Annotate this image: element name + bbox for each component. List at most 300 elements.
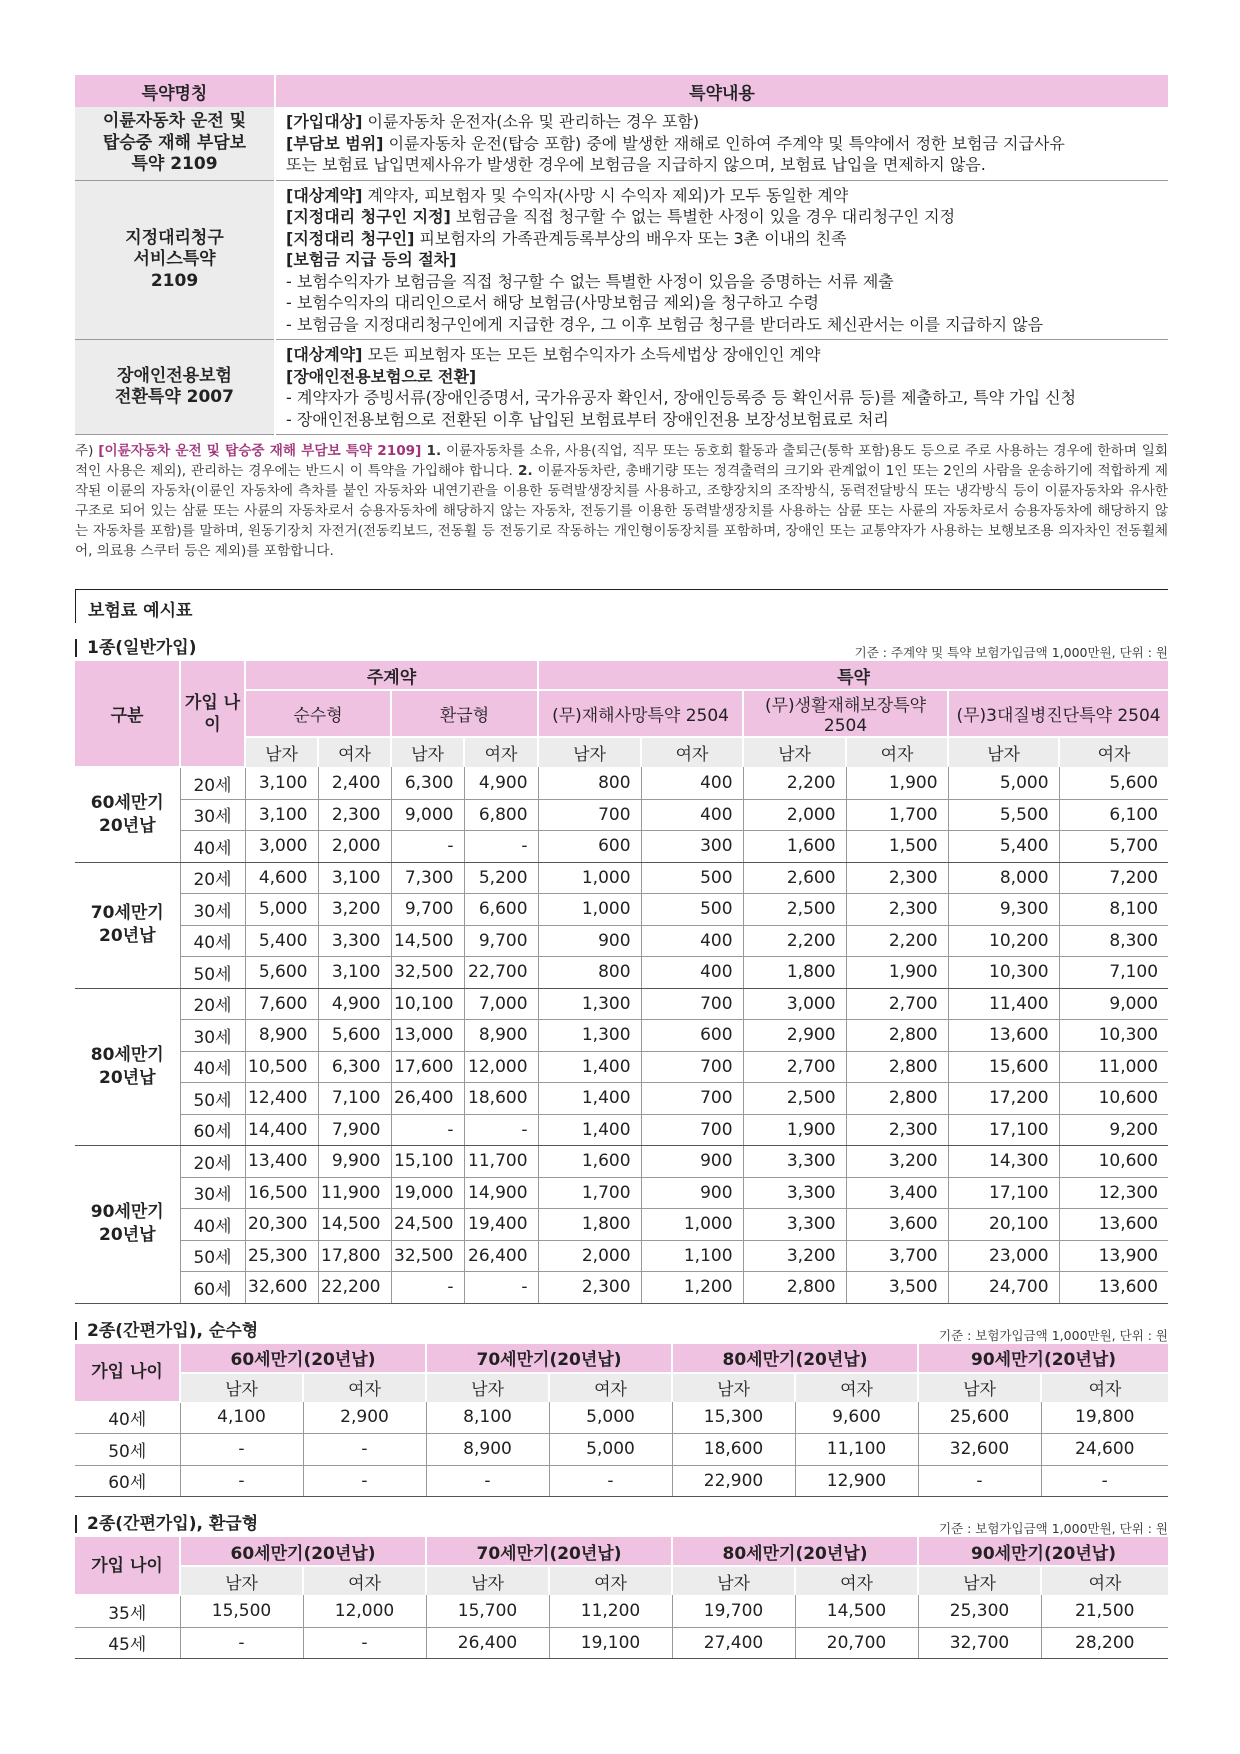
table-row <box>75 767 1168 799</box>
footnote: 주) [이륜자동차 운전 및 탑승중 재해 부담보 특약 2109] 1. 이륜자동차를 소유, 사용(직업, 직무 또는 동호회 활동과 출퇴근(통학 포함)용도 등으로 주로 사용하는 경우에 한하며 일회적인 사용은 제외), 관리하는 경우에는 반드시 이 특약을 가입해야 합니다. 2. 이륜자동차란, 총배기량 또는 정격출력의 크기와 관계없이 1인 또는 2인의 사람을 운송하기에 적합하게 제작된 이륜의 자동차(이륜인 자동차에 측차를 붙인 자동차와 내연기관을 이용한 동력발생장치를 사용하고, 조향장치의 조작방식, 동력전달방식 또는 냉각방식 등이 이륜자동차와 유사한 구조로 되어 있는 삼륜 또는 사륜의 자동차로서 승용자동차에 해당하지 않는 자동차, 전동기를 이용한 동력발생장치를 사용하는 삼륜 또는 사륜의 자동차로서 승용자동차에 해당하지 않는 자동차를 포함)를 말하며, 원동기장치 자전거(전동킥보드, 전동휠 등 전동기로 작동하는 개인형이동장치를 포함하며, 장애인 또는 교통약자가 사용하는 보행보조용 의자차인 전동휠체어, 의료용 스쿠터 등은 제외)를 포함합니다. <box>75 443 1168 559</box>
t1-value-cell: 9,000 <box>391 799 464 831</box>
t1-value-cell: - <box>391 1272 464 1304</box>
t1-value-cell: 2,500 <box>743 1083 846 1115</box>
t1-sex-header: 여자 <box>846 737 948 767</box>
table2-value-cell: 19,800 <box>1041 1402 1168 1434</box>
t1-value-cell: 20,100 <box>948 1209 1059 1241</box>
t1-value-cell: 7,600 <box>245 988 318 1020</box>
t1-value-cell: 2,900 <box>743 1020 846 1052</box>
table2-term-header: 60세만기(20년납) <box>180 1344 426 1373</box>
t1-value-cell: 2,200 <box>743 925 846 957</box>
table2-value-cell: 5,000 <box>549 1434 672 1466</box>
t1-value-cell: 23,000 <box>948 1240 1059 1272</box>
table3-sex-header: 여자 <box>303 1566 426 1595</box>
t1-value-cell: 1,100 <box>641 1240 743 1272</box>
t1-value-cell: 7,300 <box>391 862 464 894</box>
t1-group-label-line: 80세만기 <box>90 1044 164 1065</box>
table-row <box>75 799 1168 831</box>
t1-age-cell: 60세 <box>180 1114 245 1146</box>
t1-value-cell: 9,200 <box>1059 1114 1168 1146</box>
table-row <box>75 1146 1168 1178</box>
t1-value-cell: 8,300 <box>1059 925 1168 957</box>
t1-value-cell: 9,300 <box>948 894 1059 926</box>
t1-value-cell: 11,000 <box>1059 1051 1168 1083</box>
table3-term-header: 90세만기(20년납) <box>918 1537 1168 1566</box>
table3-value-cell: 27,400 <box>672 1627 795 1659</box>
t1-sex-header: 남자 <box>538 737 641 767</box>
t1-sex-header: 여자 <box>1059 737 1168 767</box>
t1-value-cell: 11,900 <box>318 1177 391 1209</box>
table2-sex-header: 여자 <box>1041 1373 1168 1402</box>
t1-age-cell: 60세 <box>180 1272 245 1304</box>
rider-name-line: 이륜자동차 운전 및 <box>102 111 247 131</box>
t1-subheader: (무)재해사망특약 2504 <box>538 690 743 737</box>
table3-sex-header: 여자 <box>549 1566 672 1595</box>
t1-value-cell: 4,600 <box>245 862 318 894</box>
t1-value-cell: 1,900 <box>846 957 948 989</box>
t1-value-cell: 12,300 <box>1059 1177 1168 1209</box>
table3-value-cell: 12,000 <box>303 1595 426 1627</box>
table3-value-cell: 19,700 <box>672 1595 795 1627</box>
table-row <box>75 1465 1168 1497</box>
table-row <box>75 862 1168 894</box>
table3-sex-header: 남자 <box>918 1566 1041 1595</box>
t1-value-cell: 24,500 <box>391 1209 464 1241</box>
t1-value-cell: 2,700 <box>846 988 948 1020</box>
table3-term-header: 70세만기(20년납) <box>426 1537 672 1566</box>
t1-value-cell: 3,100 <box>245 799 318 831</box>
t1-age-cell: 50세 <box>180 957 245 989</box>
table2-value-cell: 8,900 <box>426 1434 549 1466</box>
table2-value-cell: - <box>918 1465 1041 1497</box>
t1-value-cell: 300 <box>641 831 743 863</box>
t1-value-cell: 17,200 <box>948 1083 1059 1115</box>
t1-value-cell: 11,700 <box>464 1146 538 1178</box>
t1-value-cell: 15,100 <box>391 1146 464 1178</box>
table2-sex-header: 남자 <box>426 1373 549 1402</box>
t1-value-cell: 2,300 <box>846 1114 948 1146</box>
rider-name <box>75 107 275 180</box>
t1-header-gubun: 구분 <box>75 661 180 767</box>
table3-sex-header: 남자 <box>180 1566 303 1595</box>
rider-content <box>275 180 1168 340</box>
table2-title: 2종(간편가입), 순수형 <box>75 1322 258 1340</box>
t1-subheader: (무)생활재해보장특약 2504 <box>743 690 948 737</box>
rider-content-text: - 계약자가 증빙서류(장애인증명서, 국가유공자 확인서, 장애인등록증 등 확인서류 등)를 제출하고, 특약 가입 신청 <box>286 388 1077 407</box>
table2-value-cell: 4,100 <box>180 1402 303 1434</box>
rider-content-line <box>286 366 1158 388</box>
t1-header-rider: 특약 <box>538 661 1168 690</box>
t1-age-cell: 30세 <box>180 799 245 831</box>
t1-value-cell: 3,200 <box>318 894 391 926</box>
t1-value-cell: 1,800 <box>538 1209 641 1241</box>
t1-value-cell: 2,600 <box>743 862 846 894</box>
t1-value-cell: 13,900 <box>1059 1240 1168 1272</box>
t1-value-cell: 600 <box>641 1020 743 1052</box>
rider-content-text: - 보험수익자가 보험금을 직접 청구할 수 없는 특별한 사정이 있음을 증명하는 서류 제출 <box>286 271 894 291</box>
table2-age-cell: 50세 <box>75 1434 180 1466</box>
t1-value-cell: 22,700 <box>464 957 538 989</box>
t1-value-cell: 7,000 <box>464 988 538 1020</box>
t1-value-cell: 5,200 <box>464 862 538 894</box>
t1-value-cell: 6,300 <box>318 1051 391 1083</box>
t1-value-cell: 5,400 <box>245 925 318 957</box>
t1-value-cell: 14,400 <box>245 1114 318 1146</box>
t1-value-cell: 8,100 <box>1059 894 1168 926</box>
t1-value-cell: 5,600 <box>245 957 318 989</box>
t1-value-cell: 6,800 <box>464 799 538 831</box>
rider-content-line <box>286 344 1158 366</box>
t1-value-cell: 17,600 <box>391 1051 464 1083</box>
table2-value-cell: 15,300 <box>672 1402 795 1434</box>
table3-term-header: 80세만기(20년납) <box>672 1537 918 1566</box>
t1-header-main: 주계약 <box>245 661 538 690</box>
t1-value-cell: 32,500 <box>391 957 464 989</box>
t1-value-cell: 1,500 <box>846 831 948 863</box>
table3-value-cell: - <box>303 1627 426 1659</box>
t1-age-cell: 30세 <box>180 1020 245 1052</box>
t1-value-cell: 9,000 <box>1059 988 1168 1020</box>
page-content <box>75 75 1168 1659</box>
t1-sex-header: 남자 <box>391 737 464 767</box>
t1-value-cell: 4,900 <box>318 988 391 1020</box>
t1-value-cell: - <box>391 831 464 863</box>
table3-value-cell: 14,500 <box>795 1595 918 1627</box>
table2-value-cell: - <box>549 1465 672 1497</box>
rider-content-line <box>286 154 1158 176</box>
t1-value-cell: 6,600 <box>464 894 538 926</box>
t1-value-cell: 18,600 <box>464 1083 538 1115</box>
t1-value-cell: 19,400 <box>464 1209 538 1241</box>
t1-value-cell: 10,600 <box>1059 1083 1168 1115</box>
t1-value-cell: 1,400 <box>538 1114 641 1146</box>
table2-value-cell: 25,600 <box>918 1402 1041 1434</box>
t1-value-cell: 5,000 <box>245 894 318 926</box>
t1-value-cell: 3,700 <box>846 1240 948 1272</box>
t1-value-cell: 1,600 <box>538 1146 641 1178</box>
t1-value-cell: 5,500 <box>948 799 1059 831</box>
t1-value-cell: 900 <box>641 1177 743 1209</box>
t1-value-cell: - <box>464 1114 538 1146</box>
table2-value-cell: - <box>180 1434 303 1466</box>
t1-value-cell: 13,400 <box>245 1146 318 1178</box>
table-row <box>75 1434 1168 1466</box>
table2-value-cell: - <box>303 1465 426 1497</box>
t1-sex-header: 여자 <box>318 737 391 767</box>
table2-sex-header: 여자 <box>549 1373 672 1402</box>
t1-value-cell: 900 <box>538 925 641 957</box>
rider-content-line <box>286 111 1158 133</box>
table2-value-cell: 32,600 <box>918 1434 1041 1466</box>
t1-value-cell: 700 <box>641 1051 743 1083</box>
t1-value-cell: 1,300 <box>538 1020 641 1052</box>
section-title: 보험료 예시표 <box>75 589 1168 623</box>
t1-value-cell: 4,900 <box>464 767 538 799</box>
t1-value-cell: 13,000 <box>391 1020 464 1052</box>
table2-term-header: 90세만기(20년납) <box>918 1344 1168 1373</box>
t1-value-cell: 10,500 <box>245 1051 318 1083</box>
t1-age-cell: 20세 <box>180 988 245 1020</box>
t1-group-label <box>75 988 180 1146</box>
t1-value-cell: 3,200 <box>743 1240 846 1272</box>
table-row <box>75 894 1168 926</box>
t1-value-cell: 14,500 <box>391 925 464 957</box>
rider-content-line <box>286 206 1158 228</box>
t1-value-cell: 1,800 <box>743 957 846 989</box>
t1-age-cell: 20세 <box>180 862 245 894</box>
t1-value-cell: 3,500 <box>846 1272 948 1304</box>
t1-value-cell: - <box>464 1272 538 1304</box>
t1-value-cell: 400 <box>641 957 743 989</box>
table-row <box>75 1020 1168 1052</box>
t1-value-cell: 3,300 <box>743 1209 846 1241</box>
rider-content-text: 또는 보험료 납입면제사유가 발생한 경우에 보험금을 지급하지 않으며, 보험료 납입을 면제하지 않음. <box>286 155 986 174</box>
table-row <box>75 1272 1168 1304</box>
t1-value-cell: 13,600 <box>1059 1272 1168 1304</box>
t1-value-cell: 8,900 <box>245 1020 318 1052</box>
t1-value-cell: 19,000 <box>391 1177 464 1209</box>
t1-value-cell: 700 <box>641 988 743 1020</box>
rider-content <box>275 107 1168 180</box>
table3-value-cell: 25,300 <box>918 1595 1041 1627</box>
t1-age-cell: 20세 <box>180 767 245 799</box>
t1-value-cell: 1,000 <box>538 894 641 926</box>
t1-value-cell: 7,100 <box>1059 957 1168 989</box>
rider-content-text: 모든 피보험자 또는 모든 보험수익자가 소득세법상 장애인인 계약 <box>362 345 821 364</box>
rider-content-line <box>286 228 1158 250</box>
t1-value-cell: 3,100 <box>318 862 391 894</box>
table-row <box>75 831 1168 863</box>
t1-value-cell: 1,700 <box>846 799 948 831</box>
rider-content-label: [대상계약] <box>286 185 363 205</box>
t1-value-cell: 11,400 <box>948 988 1059 1020</box>
t1-value-cell: 3,000 <box>743 988 846 1020</box>
t1-value-cell: 14,500 <box>318 1209 391 1241</box>
rider-header-name: 특약명칭 <box>75 75 275 107</box>
rider-content-label: [지정대리 청구인 지정] <box>286 207 451 226</box>
t1-age-cell: 50세 <box>180 1240 245 1272</box>
t1-value-cell: 8,900 <box>464 1020 538 1052</box>
rider-name-line: 장애인전용보험 <box>117 365 232 386</box>
t1-value-cell: 2,800 <box>846 1020 948 1052</box>
rider-name-line: 서비스특약 <box>133 249 216 269</box>
t1-value-cell: 3,000 <box>245 831 318 863</box>
table2-value-cell: 24,600 <box>1041 1434 1168 1466</box>
table3-sex-header: 여자 <box>795 1566 918 1595</box>
rider-content-line <box>286 133 1158 155</box>
rider-row <box>75 107 1168 180</box>
t1-value-cell: 1,300 <box>538 988 641 1020</box>
t1-value-cell: 5,600 <box>318 1020 391 1052</box>
rider-content-label: [부담보 범위] <box>286 133 384 153</box>
table1-basis: 기준 : 주계약 및 특약 보험가입금액 1,000만원, 단위 : 원 <box>854 645 1168 660</box>
table3-value-cell: 28,200 <box>1041 1627 1168 1659</box>
t1-value-cell: 1,200 <box>641 1272 743 1304</box>
table-row <box>75 1209 1168 1241</box>
table3-value-cell: 32,700 <box>918 1627 1041 1659</box>
t1-value-cell: 5,000 <box>948 767 1059 799</box>
table3-value-cell: 11,200 <box>549 1595 672 1627</box>
t1-value-cell: 10,300 <box>1059 1020 1168 1052</box>
rider-content-text: - 보험금을 지정대리청구인에게 지급한 경우, 그 이후 보험금 청구를 받더라도 체신관서는 이를 지급하지 않음 <box>286 314 1044 334</box>
t1-value-cell: 400 <box>641 925 743 957</box>
premium-table-3 <box>75 1537 1168 1659</box>
t1-age-cell: 30세 <box>180 894 245 926</box>
table2-sex-header: 남자 <box>918 1373 1041 1402</box>
t1-value-cell: 1,400 <box>538 1051 641 1083</box>
t1-sex-header: 여자 <box>641 737 743 767</box>
t1-value-cell: 2,300 <box>846 894 948 926</box>
rider-content-text: 이륜자동차 운전(탑승 포함) 중에 발생한 재해로 인하여 주계약 및 특약에서 정한 보험금 지급사유 <box>383 133 1065 153</box>
t1-value-cell: 24,700 <box>948 1272 1059 1304</box>
rider-content-label: [지정대리 청구인] <box>286 228 415 248</box>
t1-value-cell: 17,100 <box>948 1114 1059 1146</box>
table-row <box>75 957 1168 989</box>
t1-value-cell: 9,700 <box>391 894 464 926</box>
t1-value-cell: 400 <box>641 767 743 799</box>
premium-table-1 <box>75 661 1168 1304</box>
rider-content <box>275 340 1168 435</box>
t1-value-cell: 9,700 <box>464 925 538 957</box>
t1-value-cell: 6,300 <box>391 767 464 799</box>
table-row <box>75 1114 1168 1146</box>
t1-age-cell: 40세 <box>180 1209 245 1241</box>
t1-group-label-line: 60세만기 <box>90 792 164 813</box>
t1-value-cell: 10,300 <box>948 957 1059 989</box>
t1-value-cell: 600 <box>538 831 641 863</box>
table3-age-cell: 35세 <box>75 1595 180 1627</box>
t1-value-cell: 500 <box>641 894 743 926</box>
table2-value-cell: 2,900 <box>303 1402 426 1434</box>
t1-value-cell: 10,100 <box>391 988 464 1020</box>
t1-value-cell: 2,000 <box>538 1240 641 1272</box>
t1-value-cell: 3,300 <box>743 1177 846 1209</box>
t1-group-label-line: 20년납 <box>98 815 156 836</box>
t1-value-cell: 17,100 <box>948 1177 1059 1209</box>
t1-value-cell: 13,600 <box>948 1020 1059 1052</box>
t1-value-cell: 800 <box>538 957 641 989</box>
t1-value-cell: 2,400 <box>318 767 391 799</box>
table1-title: 1종(일반가입) <box>75 639 196 657</box>
t1-value-cell: 7,100 <box>318 1083 391 1115</box>
t1-value-cell: - <box>464 831 538 863</box>
table2-age-cell: 60세 <box>75 1465 180 1497</box>
rider-content-line <box>286 387 1158 409</box>
table3-value-cell: 15,500 <box>180 1595 303 1627</box>
rider-content-label: [가입대상] <box>286 112 363 131</box>
t1-group-label-line: 70세만기 <box>90 903 164 923</box>
t1-value-cell: 2,200 <box>846 925 948 957</box>
t1-value-cell: 5,600 <box>1059 767 1168 799</box>
t1-value-cell: 2,700 <box>743 1051 846 1083</box>
t1-value-cell: 25,300 <box>245 1240 318 1272</box>
table3-value-cell: 21,500 <box>1041 1595 1168 1627</box>
t1-value-cell: 14,300 <box>948 1146 1059 1178</box>
t1-value-cell: 15,600 <box>948 1051 1059 1083</box>
rider-content-label: [보험금 지급 등의 절차] <box>286 250 457 269</box>
t1-value-cell: 10,200 <box>948 925 1059 957</box>
table-row <box>75 1402 1168 1434</box>
rider-content-line <box>286 409 1158 431</box>
t1-age-cell: 40세 <box>180 1051 245 1083</box>
rider-table <box>75 75 1168 435</box>
t1-value-cell: 2,000 <box>318 831 391 863</box>
table-row <box>75 1627 1168 1659</box>
t1-value-cell: 3,100 <box>245 767 318 799</box>
t1-group-label <box>75 862 180 988</box>
rider-content-text: 계약자, 피보험자 및 수익자(사망 시 수익자 제외)가 모두 동일한 계약 <box>362 185 849 205</box>
t1-group-label <box>75 1146 180 1304</box>
t1-value-cell: 7,200 <box>1059 862 1168 894</box>
table3-value-cell: 19,100 <box>549 1627 672 1659</box>
t1-value-cell: 12,000 <box>464 1051 538 1083</box>
t1-value-cell: 700 <box>641 1083 743 1115</box>
t1-group-label-line: 90세만기 <box>90 1202 164 1223</box>
t1-age-cell: 50세 <box>180 1083 245 1115</box>
t1-value-cell: 2,300 <box>538 1272 641 1304</box>
t1-value-cell: 1,900 <box>743 1114 846 1146</box>
t1-value-cell: 2,500 <box>743 894 846 926</box>
table-row <box>75 1051 1168 1083</box>
table3-sex-header: 여자 <box>1041 1566 1168 1595</box>
t1-value-cell: 8,000 <box>948 862 1059 894</box>
table-row <box>75 1083 1168 1115</box>
premium-table-2 <box>75 1344 1168 1498</box>
table2-term-header: 70세만기(20년납) <box>426 1344 672 1373</box>
rider-content-text: - 장애인전용보험으로 전환된 이후 납입된 보험료부터 장애인전용 보장성보험료로 처리 <box>286 409 889 429</box>
rider-content-text: 피보험자의 가족관계등록부상의 배우자 또는 3촌 이내의 친족 <box>414 228 847 248</box>
table2-value-cell: 5,000 <box>549 1402 672 1434</box>
table3-title: 2종(간편가입), 환급형 <box>75 1515 258 1533</box>
t1-value-cell: 3,100 <box>318 957 391 989</box>
table2-sex-header: 남자 <box>672 1373 795 1402</box>
t1-value-cell: 1,400 <box>538 1083 641 1115</box>
rider-content-line <box>286 185 1158 207</box>
t1-value-cell: 800 <box>538 767 641 799</box>
t1-value-cell: 16,500 <box>245 1177 318 1209</box>
t1-value-cell: 14,900 <box>464 1177 538 1209</box>
t1-value-cell: 3,400 <box>846 1177 948 1209</box>
t1-subheader: 순수형 <box>245 690 391 737</box>
t1-value-cell: 22,200 <box>318 1272 391 1304</box>
table2-value-cell: 12,900 <box>795 1465 918 1497</box>
t1-group-label-line: 20년납 <box>98 1225 156 1246</box>
table2-basis: 기준 : 보험가입금액 1,000만원, 단위 : 원 <box>939 1327 1168 1343</box>
rider-content-line <box>286 249 1158 271</box>
t1-value-cell: 900 <box>641 1146 743 1178</box>
t1-value-cell: - <box>391 1114 464 1146</box>
table-row <box>75 1177 1168 1209</box>
rider-name-line: 전환특약 2007 <box>115 387 234 407</box>
table2-value-cell: - <box>1041 1465 1168 1497</box>
t1-value-cell: 2,300 <box>846 862 948 894</box>
t1-value-cell: 3,600 <box>846 1209 948 1241</box>
t1-subheader: (무)3대질병진단특약 2504 <box>948 690 1168 737</box>
rider-name-line: 탑승중 재해 부담보 <box>102 132 247 153</box>
t1-sex-header: 여자 <box>464 737 538 767</box>
t1-value-cell: 5,700 <box>1059 831 1168 863</box>
table2-sex-header: 여자 <box>303 1373 426 1402</box>
rider-content-line <box>286 314 1158 336</box>
t1-value-cell: 7,900 <box>318 1114 391 1146</box>
t1-value-cell: 20,300 <box>245 1209 318 1241</box>
footnote-highlight: [이륜자동차 운전 및 탑승중 재해 부담보 특약 2109] <box>98 443 422 459</box>
table2-value-cell: 22,900 <box>672 1465 795 1497</box>
t1-value-cell: 1,900 <box>846 767 948 799</box>
t1-value-cell: 3,300 <box>743 1146 846 1178</box>
table3-value-cell: 20,700 <box>795 1627 918 1659</box>
table-row <box>75 925 1168 957</box>
